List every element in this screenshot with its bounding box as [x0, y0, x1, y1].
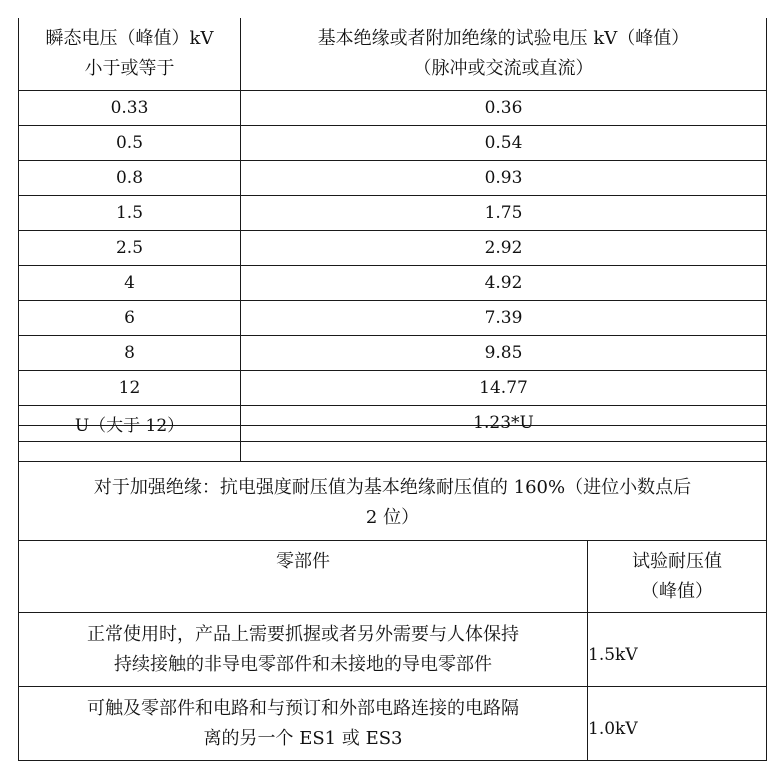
test-voltage-cell: 4.92	[484, 273, 523, 293]
transient-cell: 0.8	[115, 168, 144, 188]
part-line1: 可触及零部件和电路和与预订和外部电路连接的电路隔	[87, 697, 519, 719]
transient-cell: 6	[124, 308, 135, 328]
header-withstand-line1: 试验耐压值	[632, 550, 722, 572]
transient-cell: 1.5	[115, 203, 144, 223]
header-withstand-voltage	[588, 541, 766, 612]
transient-cell: 8	[124, 343, 135, 363]
withstand-value: 1.0kV	[588, 718, 638, 739]
transient-cell: U（大于 12）	[74, 415, 185, 436]
test-voltage-cell: 1.23*U	[473, 413, 534, 433]
transient-cell: 2.5	[115, 238, 144, 258]
transient-cell: 4	[124, 273, 135, 293]
header-withstand-line2: （峰值）	[641, 580, 713, 602]
header-transient-line1: 瞬态电压（峰值）kV	[45, 28, 214, 49]
test-voltage-cell: 14.77	[479, 378, 528, 398]
note-line2: 2 位）	[365, 507, 420, 528]
test-voltage-cell: 1.75	[484, 203, 523, 223]
test-voltage-cell: 7.39	[484, 308, 523, 328]
header-test-line1: 基本绝缘或者附加绝缘的试验电压 kV（峰值）	[317, 28, 690, 49]
transient-cell: 0.5	[115, 133, 144, 153]
header-transient-voltage	[19, 18, 240, 90]
note-line1: 对于加强绝缘：抗电强度耐压值为基本绝缘耐压值的 160%（进位小数点后	[93, 477, 692, 498]
part-line2: 离的另一个 ES1 或 ES3	[203, 727, 403, 749]
part-line1: 正常使用时，产品上需要抓握或者另外需要与人体保持	[87, 623, 519, 645]
transient-cell: 12	[118, 378, 141, 398]
test-voltage-cell: 9.85	[484, 343, 523, 363]
test-voltage-cell: 0.93	[484, 168, 523, 188]
header-transient-line2: 小于或等于	[84, 58, 175, 79]
transient-cell: 0.33	[110, 98, 149, 118]
test-voltage-cell: 0.54	[484, 133, 523, 153]
part-line2: 持续接触的非导电零部件和未接地的导电零部件	[114, 653, 492, 675]
withstand-value: 1.5kV	[588, 644, 638, 665]
part-description	[19, 687, 587, 760]
header-part-label: 零部件	[276, 551, 330, 572]
part-description	[19, 613, 587, 686]
header-test-voltage	[241, 18, 766, 90]
header-test-line2: （脉冲或交流或直流）	[413, 58, 594, 79]
test-voltage-cell: 0.36	[484, 98, 523, 118]
test-voltage-cell: 2.92	[484, 238, 523, 258]
reinforced-insulation-note	[19, 466, 766, 540]
header-part	[19, 541, 587, 612]
